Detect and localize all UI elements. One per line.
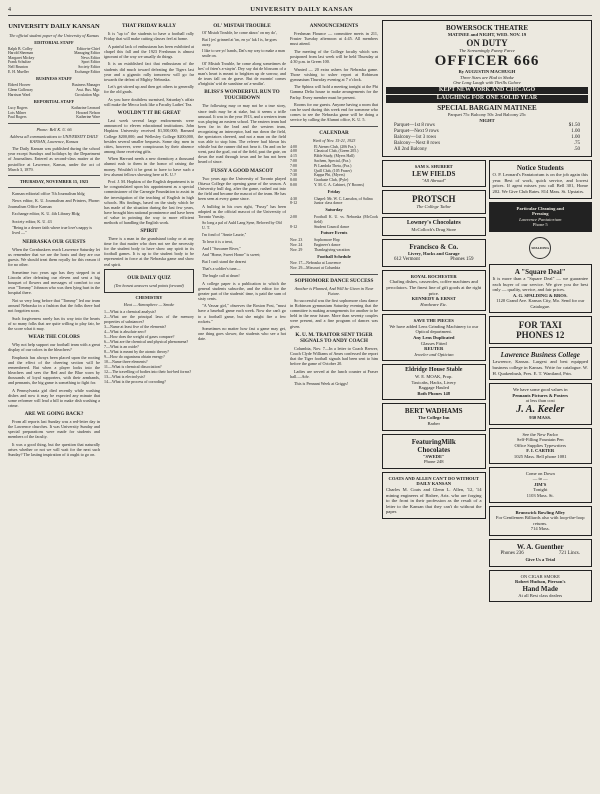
paragraph: Sometime two years ago has they stepped in at Lincoln after defeating our eleven and sent a big bouquet of flowers and messages of comfort to our own "Tommy" Johnson who was then lying hurt in the hospital there. bbox=[8, 269, 100, 296]
ad-author: By AUGUSTIN MACHUGH bbox=[458, 69, 516, 75]
spalding-seal-icon: SPALDING bbox=[529, 237, 551, 259]
ad-square-deal bbox=[489, 264, 593, 314]
paragraph: It was a good thing, but the question that naturally arises whether or not we will wait for the next such Sunday? The lasting inspiration of it ought to go on. bbox=[8, 441, 100, 457]
calendar-event: 7:00 Sachem, Special, (Fra.) bbox=[290, 158, 351, 163]
paragraph: A college paper is a publication to which the general students subscribe, and the editor for the greater part of the students' time, is paid the sum of sixty cents. bbox=[198, 280, 286, 301]
ad-title: BOWERSOCK THEATRE bbox=[445, 24, 528, 32]
ad-line: Pressing bbox=[531, 211, 549, 217]
reporter-staff-list bbox=[8, 106, 100, 120]
poem-line: So long a pal of Auld Lang Syne, Beloved by Old U. T. bbox=[202, 220, 282, 231]
headline-fussy-mascot: FUSSY A GOOD MASCOT bbox=[211, 167, 273, 174]
price-row: Parquet—1st 8 rows $1.50 bbox=[394, 123, 580, 129]
future-events-heading: Future Events bbox=[320, 230, 348, 236]
paragraph: Sometimes no matter how fast a game may get, one thing goes slower, the students who see a hot date. bbox=[198, 326, 286, 342]
quiz-intro: Heat — Atmosphere — Smoke bbox=[123, 302, 175, 308]
ad-line: Chocolates bbox=[417, 445, 451, 454]
paragraph: Ol' Mistah Trouble, he come along sometimes de bes' of frien's a-stayin'. Dey say dat de blossom of a man's heart is meant to brighten up de sorrow, and de tears fall on de grave. But de mornin' comes a'brightin' wid de sunshine an' a-smilin'. bbox=[198, 60, 286, 87]
paragraph: Prof. J. M. Hopkins of the English department is to be congratulated upon his appointment as a special commissioner of the Carnegie Foundation to assist in the investigation of the teaching of English in high schools. His findings, based on the study which he has made of the situation during the last few years, have brought him national prominence and have been of value in pointing the way to more efficient methods of handling the English work. bbox=[104, 179, 194, 225]
quiz-item: 2—What are the principal laws of the memory properties of substances? bbox=[104, 314, 194, 325]
business-staff-list bbox=[8, 83, 100, 97]
ad-line: Self-Filling Fountain Pen bbox=[516, 437, 564, 443]
ad-line: COATS AND ALLEN CAN'T DO WITHOUT DAILY KANSAN bbox=[388, 475, 479, 487]
quiz-item: 12—The travelling of bodies into their hot-bed forms? bbox=[104, 369, 192, 375]
quiz-item: 1—What is a chemical analysis? bbox=[104, 309, 157, 315]
ad-line: W. E. MOAK, Prop. bbox=[415, 374, 453, 380]
ad-taxi bbox=[489, 316, 593, 344]
ad-line: 1120 Grand Ave. Kansas City, Mo. Send for our Catalogue. bbox=[496, 298, 585, 309]
paragraph: So successful was the first sophomore class dance in Robinson gymnasium Saturday evening that the committee is making arrangements for another to be held in the near future. More than seventy couples were present, and a fine program of dances was given. bbox=[290, 298, 378, 329]
ad-line: Eldridge House Stable bbox=[405, 367, 463, 374]
calendar-event: 2:00 Football K. U. vs. Nebraska (McCook field) bbox=[290, 214, 378, 224]
ad-line: — to — bbox=[532, 476, 548, 482]
ad-wadhams bbox=[382, 403, 486, 430]
ad-tagline: The Screamingly Funny Farce bbox=[459, 47, 515, 53]
masthead-title: UNIVERSITY DAILY KANSAN bbox=[250, 6, 354, 13]
ad-line: Both Phones 148 bbox=[417, 390, 451, 396]
quiz-item: 4—What is absolute zero? bbox=[104, 329, 147, 335]
ad-line: LEW FIELDS bbox=[412, 169, 456, 178]
subhead: Another is Planned, And Will be Given in Near Future. bbox=[294, 285, 374, 297]
paragraph: The following may or may not be a true story, since truth may be at stake, but it seems a trifle unusual. It was in the year 1913, and a western team was playing an eastern school. The eastern team had been far in the lead and the western team, recognizing an interceptor, had run down the field, the spectators cheered, and not a man on the field was able to stop him. The referee had blown his whistle but the runner did not hear it. On and on he went, past the goal, out of the field, past the gate, on down the road through town and he has not been heard of since. bbox=[198, 103, 286, 165]
staff-row: Harold Sherman Managing Editor bbox=[8, 51, 100, 56]
ad-line: Jeweler and Optician bbox=[413, 351, 454, 357]
ad-francisco bbox=[382, 239, 486, 267]
poem-line: Ol' Mistah Trouble, he come aknoc' on my do', bbox=[202, 30, 277, 35]
paragraph: It is "up to" the students to have a football rally Friday that will make cutting classes feel at home. bbox=[104, 31, 194, 42]
ad-line: Glasses Fitted bbox=[420, 340, 447, 346]
address-line: Address all communications to UNIVERSITY DAILY KANSAN, Lawrence, Kansas bbox=[9, 134, 99, 145]
schedule-item: Nov. 17—Nebraska at Lawrence bbox=[290, 261, 341, 266]
paragraph: This is Pennant Week at Griggs! bbox=[294, 381, 349, 387]
ad-line: ON CIGAR SMOKE bbox=[520, 573, 560, 579]
editorial-staff-heading: EDITORIAL STAFF bbox=[34, 39, 74, 45]
entry-notice: The Daily Kansan was published during the school year except Sundays and holidays by the Department of Journalism. Entered as second-class matter at the postoffice at Lawrence, Kansas, under the act of March 3, 1879. bbox=[8, 146, 100, 172]
poem-line: And I "Suwanee River," bbox=[202, 245, 241, 251]
ad-line: "All Abroad" bbox=[421, 177, 446, 183]
paragraph: A Pennsylvania girl died recently while washing dishes and now it may be expected any minute that some reformer will lead a bill to make dish washing a crime. bbox=[8, 387, 100, 408]
ad-bowersock-theatre bbox=[382, 20, 592, 157]
ad-line: Notice Students bbox=[516, 164, 564, 173]
ad-line: SAVE THE PIECES bbox=[413, 318, 454, 324]
ad-featuring bbox=[382, 434, 486, 469]
ad-show-title: OFFICER 666 bbox=[434, 53, 540, 70]
note-item: Society editor, K. U. 43 bbox=[12, 218, 52, 224]
poem-line: I like to see yo' hands, Dat's my way to make a man smile on. bbox=[202, 48, 285, 59]
ad-eldridge bbox=[382, 364, 486, 400]
price-row: Balcony—1st 3 rows 1.00 bbox=[394, 135, 580, 141]
ad-bowling bbox=[489, 506, 593, 536]
ad-line: at less than cost bbox=[525, 398, 555, 404]
ad-line: PROTSCH bbox=[411, 194, 456, 205]
quiz-item: 10—Name three elements? bbox=[104, 359, 148, 365]
calendar-event: 8-12 Junior class dance bbox=[290, 201, 343, 206]
ad-shubert bbox=[382, 160, 486, 187]
staff-row: E. H. Mueller Exchange Editor bbox=[8, 69, 100, 74]
ad-line: For Gentlemen Billiards also with loop-the-loop returns. bbox=[495, 515, 585, 526]
ad-line: Any Lens Duplicated bbox=[413, 335, 455, 341]
headline-spirit: SPIRIT bbox=[140, 228, 158, 235]
ad-line: Come on Down bbox=[525, 470, 555, 476]
ad-line: "SWEDE" bbox=[422, 453, 445, 459]
paragraph: From all reports last Sunday was a red-letter day in the Lawrence churches. It was University Sunday and special preparations were made for students and members of the faculty. bbox=[8, 418, 100, 440]
ad-protsch bbox=[382, 190, 486, 214]
ad-line: Lawrence Pantatorium bbox=[519, 216, 562, 222]
paragraph: Rooms for our guests. Anyone having a room that can be used during this week end for someone who comes to see the Nebraska game will be doing a service by calling the Alumni office, K. U. 5. bbox=[290, 102, 378, 123]
ad-banner: KEPT NEW YORK AND CHICAGO bbox=[386, 87, 588, 95]
quiz-heading: OUR DAILY QUIZ bbox=[127, 275, 171, 282]
headline-mistah-trouble: OL' MISTAH TROUBLE bbox=[213, 23, 271, 29]
paragraph: Freshman Flounce — committee meets in 211, Frasier Tuesday afternoon at 4:45. All members must attend. bbox=[290, 31, 378, 47]
quiz-item: 8—What is meant by the atomic theory? bbox=[104, 349, 169, 355]
headline-wouldnt-it-be-great: WOULDN'T IT BE GREAT bbox=[117, 110, 181, 117]
ad-line: 714 Mass. bbox=[530, 526, 550, 532]
poem-line: But I jes' grinned at 'im, en yo' lak I is, he goes away. bbox=[202, 36, 277, 47]
page-number-left: 4 bbox=[8, 7, 12, 13]
note-item: Kansan editorial office 7th Journalism bldg bbox=[12, 190, 85, 196]
ad-line: Lawrence Business College bbox=[500, 351, 580, 360]
paragraph: Such forgiveness rarely has its way into the hearts of so many folks that are quite willing to play fair, be the score what it may. bbox=[8, 315, 100, 331]
ad-line: Lowney's Chocolates bbox=[406, 219, 461, 226]
ad-special: SPECIAL BARGAIN MATINEE bbox=[437, 103, 537, 112]
ad-line: O. P. Leonard's Pantatorium is on the job again this year. Best of work, quick service, and lowest prices. If agent misses you call Bell 301, Home 202. We Give Club Rates. 814 Mass. St. Upstairs. bbox=[492, 172, 588, 194]
ad-dates: MATINEE and NIGHT, WED. NOV. 19 bbox=[447, 32, 527, 37]
column-3 bbox=[198, 20, 286, 790]
headline-sophomore-dance: SOPHOMORE DANCE SUCCESS bbox=[294, 277, 374, 284]
ad-guenther bbox=[489, 539, 593, 567]
ad-line: 930 MASS. bbox=[529, 415, 552, 421]
calendar-day: Saturday bbox=[325, 207, 343, 213]
ad-hudson bbox=[489, 570, 593, 603]
ad-stack-right bbox=[489, 160, 593, 602]
divider bbox=[8, 175, 100, 176]
ad-line: Hardware Etc. bbox=[420, 301, 448, 307]
pull-quote: "Being in a dearer faith where true love's nappy is lived —" bbox=[12, 225, 92, 236]
ad-line: ROYAL ROCHESTER bbox=[410, 273, 457, 279]
price-row: Balcony—Next 8 rows .75 bbox=[394, 141, 580, 147]
divider bbox=[290, 126, 378, 127]
paper-name: UNIVERSITY DAILY KANSAN bbox=[8, 23, 100, 30]
calendar-event: 4:00 El Ateneo Club, (206 Fra.) bbox=[290, 144, 356, 149]
ad-line: Lawrence, Kansas. Largest and best equipped business college in Kansas. Write for catalogue. W. H. Quakenbush, Pres. E. T. Wantland, Prin. bbox=[492, 359, 588, 376]
ad-line: A. G. SPALDING & BROS. bbox=[512, 292, 568, 298]
ad-keeler bbox=[489, 383, 593, 424]
paragraph: A bulldog in his own right, "Fussy" has been adopted as the official mascot of the University of Toronto Varsity. bbox=[198, 203, 286, 219]
paragraph: The meeting of the College faculty which was postponed from last week will be held Thursday at 4:30 p.m. in Green 100. bbox=[290, 48, 378, 64]
ad-line: Chafing dishes, casseroles, coffee machines and percolators. The finest line of gift goods at the right price. bbox=[386, 279, 482, 296]
quiz-item: 13—What is electrolysis? bbox=[104, 374, 146, 380]
ad-tagline: Three Sizes are Had to Shake bbox=[460, 74, 514, 80]
ad-line: KENNEDY & ERNST bbox=[411, 296, 456, 302]
ad-line: PHONES 12 bbox=[516, 330, 565, 341]
staff-row: Paul Rogers Katherine Ware bbox=[8, 115, 100, 120]
ad-line: Francisco & Co. bbox=[409, 243, 459, 252]
ad-line: At all Best class dealers bbox=[518, 592, 563, 598]
ad-line: Brunswick Bowling Alley bbox=[515, 509, 566, 515]
ad-line: JIM'S bbox=[534, 481, 547, 487]
ad-line: FOR TAXI bbox=[518, 320, 562, 331]
staff-row: Margaret Mickey News Editor bbox=[8, 55, 100, 60]
paragraph: It is an established fact that enthusiasm of the students did much toward defeating the Tigers last year and a gigantic rally tomorrow will go far towards the defeat of Mighty Nebraska. bbox=[104, 61, 194, 82]
paragraph: As you have doubtless surmised, Saturday's affair will make the Mecca look like a Faculty Ladies' Tea. bbox=[104, 97, 194, 108]
paragraph: "A Vassar girl," observes the Boston Post, "must have a baseball game each week. Now she can't go to a football game, but she might fire a few rockets." bbox=[198, 303, 286, 324]
ad-line: BERT WADHAMS bbox=[404, 407, 463, 416]
calendar-day: Friday bbox=[327, 188, 341, 194]
schedule-item: Nov. 29—Missouri at Columbia bbox=[290, 266, 341, 271]
ad-line: Pennants Pictures & Posters bbox=[512, 392, 569, 398]
ad-line: FeaturingMilk bbox=[411, 437, 456, 446]
calendar-event: 7:00 Pi Lambda Theta, (Fra.) bbox=[290, 163, 352, 168]
ad-line: Taxicabs, Hacks, Livery bbox=[411, 379, 457, 385]
ad-coats-allen bbox=[382, 472, 486, 519]
quiz-item: 5—How does the weight of gases compare? bbox=[104, 334, 175, 340]
poem-line: I'm fond of "Annie Laurie," bbox=[202, 231, 247, 237]
ad-line: Hand Made bbox=[522, 584, 559, 593]
dateline: THURSDAY, NOVEMBER 15, 1923 bbox=[19, 178, 89, 184]
poem-line: To hear it is a treat, bbox=[202, 238, 233, 244]
paragraph: Let's get stirred up and then get others to generally for the old grads. bbox=[104, 84, 194, 95]
paragraph: Why not help support our football team with a great display of our colors in the bleachers? bbox=[8, 341, 100, 352]
headline-announcements: ANNOUNCEMENTS bbox=[309, 23, 359, 29]
quiz-item: 11—What is chemical dissociation? bbox=[104, 364, 162, 370]
calendar-event: 7:30 Quill Club, (105 Fraser) bbox=[290, 168, 352, 173]
football-schedule-heading: Football Schedule bbox=[317, 253, 351, 259]
ad-line: It is more than a "Square Deal" — we guarantee each buyer of our service. We give you the best only — quality, service, and fair prices. bbox=[492, 275, 588, 293]
paragraph: Columbia, Nov. 7—In a letter to Coach Brewer, Coach Clyde Williams of Ames confessed the report that the Tiger football signals had been sent to him before the game of October 20. bbox=[290, 345, 378, 366]
ad-line: Give Us a Trial bbox=[525, 556, 556, 562]
ad-carter bbox=[489, 428, 593, 464]
staff-row: Ralph B. Colley Editor-in-Chief bbox=[8, 46, 100, 51]
business-staff-heading: BUSINESS STAFF bbox=[36, 76, 72, 82]
staff-row: Nell Brunton Society Editor bbox=[8, 65, 100, 70]
headline-tiger-signals: K. U. M. TRAITOR SENT TIGER SIGNALS TO ANDY COACH bbox=[295, 331, 373, 344]
column-1 bbox=[8, 20, 100, 790]
quiz-item: 6—What are the chemical and physical phenomena? bbox=[104, 339, 189, 345]
quiz-category: CHEMISTRY bbox=[135, 295, 163, 301]
headline-going-back: ARE WE GOING BACK? bbox=[24, 410, 84, 417]
column-2 bbox=[104, 20, 194, 790]
ad-line: Office Supplies Typewriters bbox=[514, 442, 567, 448]
ad-line: Baggage Hauled bbox=[418, 385, 449, 391]
quiz-item: 14—What is the process of corroding? bbox=[104, 379, 166, 385]
paragraph: Ladies are served at the lunch counter at Fraser hall.—Adv. bbox=[290, 368, 378, 379]
poem-line: That's a soldier's tune— bbox=[202, 265, 241, 271]
staff-row: Harrison Ward Circulation Mgr. bbox=[8, 92, 100, 97]
ad-line: 1103 Mass. St. bbox=[526, 492, 554, 498]
ad-rochester bbox=[382, 270, 486, 312]
paragraph: Not so very long before that "Tommy" led our team around Nebraska in a fashion that the folks there had not forgotten soon. bbox=[8, 297, 100, 313]
paragraph: When the Cornhuskers reach Lawrence Saturday let us remember that we are the hosts and they are our guests. We should treat them royally for this reason if for no other. bbox=[8, 246, 100, 268]
ad-line: We have added Lens Grinding Machinery to our Optical department. bbox=[389, 323, 479, 335]
ad-line: Barber bbox=[427, 421, 440, 426]
column-4 bbox=[290, 20, 378, 790]
staff-row: Lois Milner Howard Nelson bbox=[8, 110, 100, 115]
ad-night: NIGHT bbox=[479, 117, 495, 123]
calendar-list bbox=[290, 145, 378, 271]
ad-line: J. A. Keeler bbox=[516, 404, 565, 416]
ad-line: Livery, Hacks and Garage bbox=[407, 251, 460, 257]
paragraph: Emphasis has always been placed upon the rooting and the effect of the cheering section will be remembered. But when a player looks into the bleachers and sees the Red and the Blue worn by thousands of loyal supporters, with their armbands, and pennants, the big game is something to fight for. bbox=[8, 354, 100, 385]
staff-row: Frank Schultze Sport Editor bbox=[8, 60, 100, 65]
masthead bbox=[8, 6, 592, 16]
headline-wear-colors: WEAR THE COLORS bbox=[28, 333, 80, 340]
paragraph: Two years ago the University of Toronto played Ottawa College the opening game of the season. A University bull dog, after the game, rushed out into the field and became the mascot of the team. He has been seen at every game since. bbox=[198, 175, 286, 201]
note-item: Exchange editor, K. U. 4th Library Bldg bbox=[12, 211, 80, 217]
calendar-event: 8:00 Y. M. C. A. Cabinet, (Y Rooms) bbox=[290, 182, 365, 187]
ad-line: Tonight bbox=[533, 487, 548, 493]
price-row: All 2nd Balcony .50 bbox=[394, 147, 580, 153]
poem-line: And "Home, Sweet Home" is sweet; bbox=[202, 252, 261, 258]
ad-line: Phone 5 bbox=[532, 222, 548, 228]
calendar-heading: CALENDAR bbox=[319, 129, 349, 136]
ad-business-college bbox=[489, 347, 593, 380]
calendar-event: 4:15 Bible Study, (Myers Hall) bbox=[290, 154, 355, 159]
ad-on-duty: ON DUTY bbox=[466, 37, 508, 48]
divider bbox=[290, 274, 378, 275]
reporter-staff-heading: REPORTIAL STAFF bbox=[33, 99, 75, 105]
ad-line: 1025 Mass. Bell phone 1081 bbox=[513, 454, 567, 459]
staff-row: Lucy Rogers Katharine Leonard bbox=[8, 106, 100, 111]
paragraph: Last week several large endowments were announced to eleven educational institutions. John Hopkins University received $1,500,000; Barnard College $200,000; and Wellesley College $200,000, besides several smaller bequests. Some day, men in cities, however, were conspicuous by their absence among those receiving gifts. bbox=[104, 118, 194, 154]
ad-line: Robert Hudson, Pierson's bbox=[515, 579, 566, 585]
calendar-event: 8-12 Student Council dance bbox=[290, 224, 350, 229]
paragraph: The Sphinx will hold a meeting tonight at the Phi Gamma Delta house to make arrangements for the Parlay. Every member must be present. bbox=[290, 84, 378, 100]
poem-line: The bugle call at dawn! bbox=[202, 272, 240, 278]
ad-line: F. I. CARTER bbox=[526, 448, 555, 454]
quiz-item: 9—How do organisms obtain energy? bbox=[104, 354, 165, 360]
ad-column bbox=[382, 20, 592, 790]
ad-banner: LAUGHING FOR ONE SOLID YEAR bbox=[386, 95, 588, 103]
ad-notice-students bbox=[489, 160, 593, 198]
calendar-event: Nov. 29 Thanksgiving vacation bbox=[290, 247, 350, 252]
calendar-event: Nov. 24 Engineer's dance bbox=[290, 242, 341, 247]
ad-line: SAM S. SHUBERT bbox=[414, 164, 453, 170]
ad-save-pieces bbox=[382, 314, 486, 361]
ad-line: McColloch's Drug Store bbox=[411, 226, 457, 232]
ad-line: REUTER bbox=[424, 346, 444, 352]
ad-tagline: One Long Laugh with Thrills Galore bbox=[453, 80, 521, 86]
calendar-event: Nov. 23 Sophomore Hop bbox=[290, 238, 340, 243]
ad-row: 612 Vermont Phones 159 bbox=[394, 256, 474, 262]
divider bbox=[8, 187, 100, 188]
calendar-event: 7:30 Kappa Phi, (Myers) bbox=[290, 173, 345, 178]
quiz-item: 3—Name at least five of the elements? bbox=[104, 324, 167, 330]
paper-subtitle: The official student paper of the University of Kansas bbox=[9, 32, 99, 38]
quiz-item: 7—What is an oxide? bbox=[104, 344, 139, 350]
ad-lowney bbox=[382, 217, 486, 236]
ad-stack-left bbox=[382, 160, 486, 602]
calendar-subtitle: Week of Nov. 15-21, 1923 bbox=[312, 137, 356, 143]
paragraph: When Harvard needs a new dormitory a thousand alumni rush to them in the honor of raising the money. Wouldn't it be great to have to have such a few alumni fellows showing here at K. U.? bbox=[104, 156, 194, 177]
ad-line: The College Inn bbox=[418, 415, 450, 421]
quiz-list bbox=[104, 309, 194, 384]
headline-bliss-run: BLISS'S WONDERFUL RUN TO TOUCHDOWN bbox=[204, 89, 280, 102]
ad-line: W. A. Guenther bbox=[516, 542, 564, 551]
ad-line: Charles M. Coats and Glenn L. Allen, '12, '14 mining engineers of Bisbee, Ariz. who are forging to the front in their profession as the result of a letter to the Kansan that they can't do without the paper. bbox=[386, 486, 482, 515]
price-row: Parquet—Next 9 rows 1.00 bbox=[394, 129, 580, 135]
staff-row: Eldred Hoover Business Manager bbox=[8, 83, 100, 88]
ad-line: See the New Parlor bbox=[522, 431, 559, 437]
calendar-event: 8:00 Graduate Club, (Pyle) bbox=[290, 178, 349, 183]
ad-matinee-prices: Parquet 75c Balcony 50c 2nd Balcony 25c bbox=[447, 111, 527, 117]
ad-jims bbox=[489, 467, 593, 503]
ad-line: We have some good values in bbox=[512, 387, 568, 393]
ad-row: Phones 236 721 Lincs. bbox=[500, 550, 580, 556]
calendar-event: 4:00 Classical Club, (Green 205.) bbox=[290, 149, 359, 154]
headline-friday-rally: THAT FRIDAY RALLY bbox=[122, 23, 176, 29]
phone-line: Phone: Bell K. U. 66 bbox=[36, 127, 72, 132]
headline-nebraska: NEBRASKA OUR GUESTS bbox=[22, 238, 86, 245]
ad-line: Phone 248 bbox=[423, 459, 444, 465]
divider bbox=[8, 123, 100, 124]
ad-line: A "Square Deal" bbox=[514, 267, 566, 276]
paragraph: A painful lack of enthusiasm has been exhibited at chapel this fall and the 1923 Freshman is almost ignorant of the way we usually do things. bbox=[104, 43, 194, 59]
daily-quiz-box bbox=[104, 269, 194, 293]
editorial-staff-list bbox=[8, 47, 100, 75]
note-item: News editor, K. U. Journalism and Printers, Phone: Journalism Office Kansan bbox=[8, 198, 100, 209]
poem-line: But I can't stand the dearest bbox=[202, 259, 247, 265]
calendar-event: 4:30 Chapel: Mr. W. C. Lansdon, of Salina bbox=[290, 196, 373, 201]
ad-pantatorium bbox=[489, 202, 593, 232]
quiz-subtitle: (Ten honest answers send points forward) bbox=[114, 283, 184, 289]
ad-line: Particular Cleaning and bbox=[516, 205, 564, 211]
paragraph: There is a man in the grandstand today or at any time for that matter who does not see the necessity for the student body to have show any spirit in its football games. It is up to the student body to be represented in force at the Nebraska game and show real spirit. bbox=[104, 236, 194, 267]
staff-row: Glenn Galloway Asst. Bus. Mgr. bbox=[8, 87, 100, 92]
paragraph: Wanted — 20 extra ushers for Nebraska game. Those wishing to usher report at Robinson gymnasium Thursday evening at 7 o'clock. bbox=[290, 66, 378, 82]
ad-line: The College Tailor bbox=[416, 204, 452, 210]
